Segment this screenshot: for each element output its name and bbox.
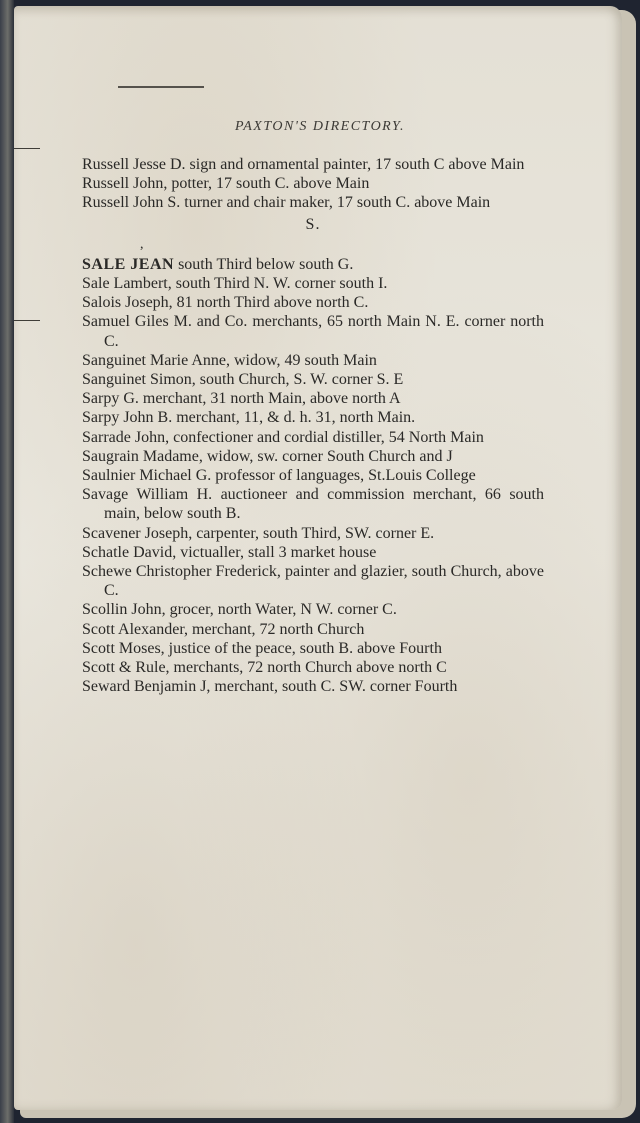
directory-entry: Saulnier Michael G. professor of languages, St.Louis College (82, 467, 476, 485)
book-spine (0, 0, 14, 1123)
edge-mark (14, 148, 40, 149)
directory-entry (82, 255, 544, 274)
directory-entry: Schatle David, victualler, stall 3 market house (82, 543, 377, 561)
directory-entry: Scott Moses, justice of the peace, south B. above Fourth (82, 639, 442, 657)
directory-entry: Sanguinet Simon, south Church, S. W. corner S. E (82, 371, 404, 389)
directory-entry: Sanguinet Marie Anne, widow, 49 south Main (82, 351, 377, 369)
directory-entry: Samuel Giles M. and Co. merchants, 65 north Main N. E. corner north C. (82, 313, 544, 350)
entry-text: south Third below south G. (174, 255, 354, 273)
directory-entry: Sarpy G. merchant, 31 north Main, above north A (82, 390, 401, 408)
directory-entry: Russell Jesse D. sign and ornamental painter, 17 south C above Main (82, 156, 525, 173)
stray-mark: , (140, 236, 144, 252)
directory-entry: Sarrade John, confectioner and cordial distiller, 54 North Main (82, 428, 484, 446)
directory-entry: Savage William H. auctioneer and commission merchant, 66 south main, below south B. (82, 486, 544, 523)
directory-entry: Schewe Christopher Frederick, painter and glazier, south Church, above C. (82, 563, 544, 600)
directory-entry: Saugrain Madame, widow, sw. corner South Church and J (82, 447, 453, 465)
edge-mark (14, 320, 40, 321)
section-letter: S. (305, 215, 321, 233)
directory-entry: Scavener Joseph, carpenter, south Third, SW. corner E. (82, 524, 435, 542)
directory-entry: Russell John, potter, 17 south C. above Main (82, 175, 370, 193)
directory-entries (82, 155, 544, 696)
directory-entry: Salois Joseph, 81 north Third above north C. (82, 294, 369, 312)
directory-entry: Sarpy John B. merchant, 11, & d. h. 31, north Main. (82, 409, 416, 427)
directory-entry: Seward Benjamin J, merchant, south C. SW. corner Fourth (82, 678, 458, 696)
directory-entry: Scott & Rule, merchants, 72 north Church above north C (82, 659, 447, 677)
directory-entry: Scott Alexander, merchant, 72 north Church (82, 620, 365, 638)
top-rule (118, 86, 204, 88)
entry-name: SALE JEAN (82, 255, 175, 273)
directory-entry: Sale Lambert, south Third N. W. corner south I. (82, 275, 388, 293)
running-head: PAXTON'S DIRECTORY. (235, 119, 405, 134)
directory-entry: Scollin John, grocer, north Water, N W. corner C. (82, 601, 397, 619)
directory-entry: Russell John S. turner and chair maker, 17 south C. above Main (82, 194, 491, 212)
